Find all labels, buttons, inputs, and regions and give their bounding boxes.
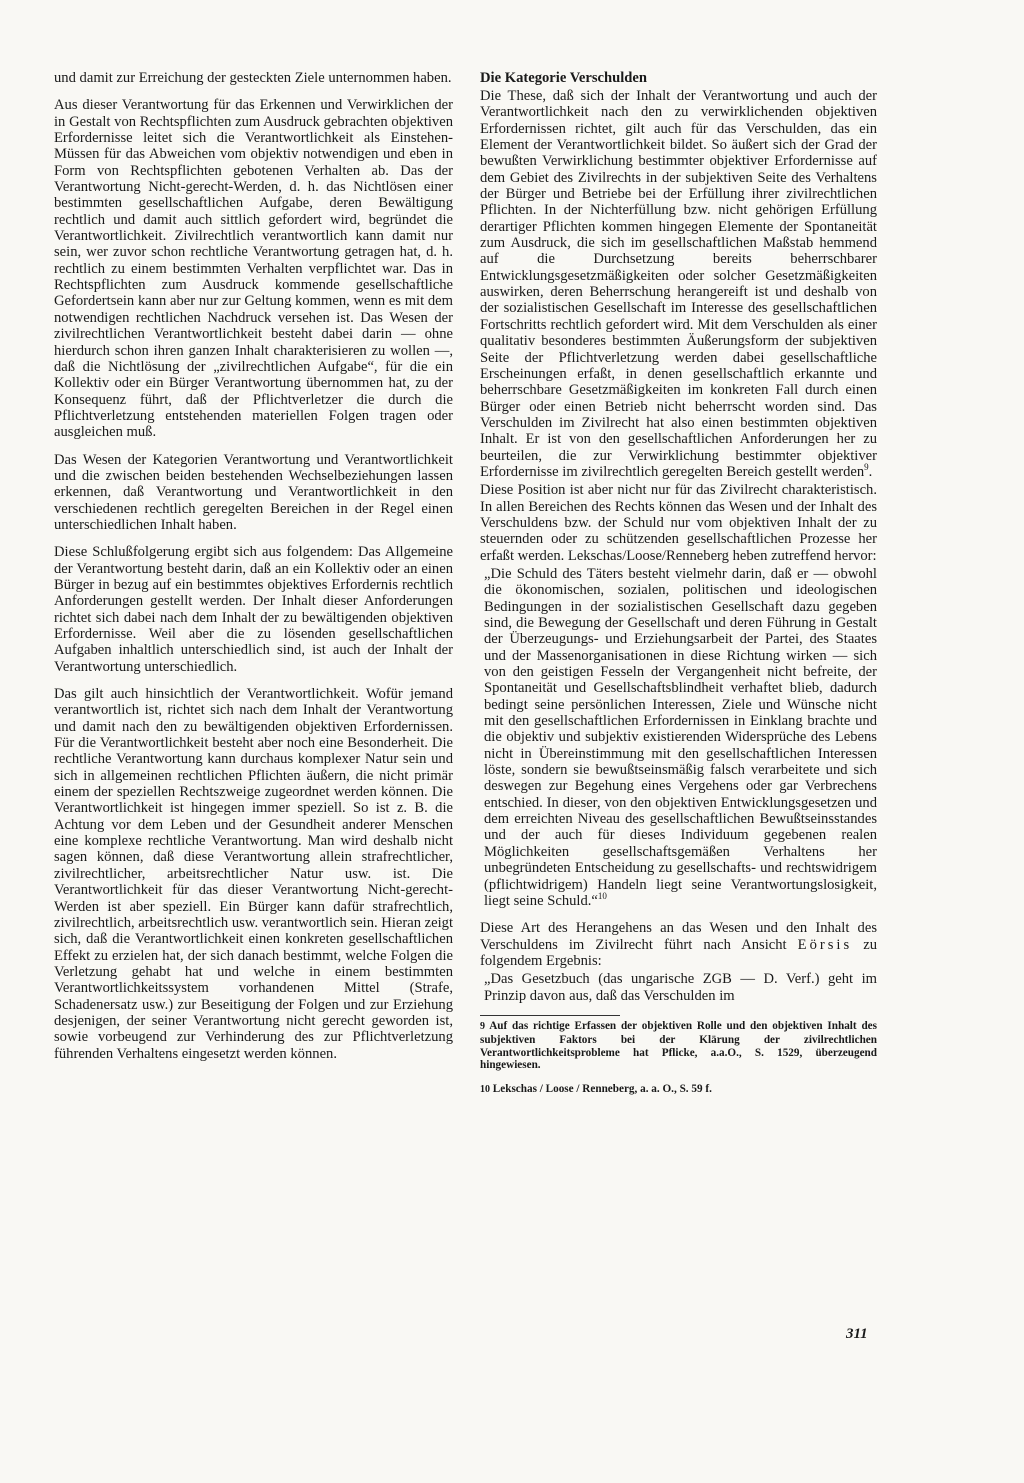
paragraph-text: zu folgendem Ergebnis:: [480, 936, 878, 969]
paragraph-text: Die These, daß sich der Inhalt der Verantwortung und auch der Verantwortlichkeit nach den zu verwirklichenden objektiven Erfordernissen richtet, gilt auch für das Verschulden, das ein Element der Verantwortlichkeit bildet. So äußert sich der Grad der bewußten Verwirklichung bestimmter objektiver Erfordernisse auf dem Gebiet des Zivilrechts in der subjektiven Seite des Verhaltens der Bürger und Betriebe bei der Erfüllung ihrer zivilrechtlichen Pflichten. In der Nichterfüllung bzw. nicht gehörigen Erfüllung derartiger Pflichten kommen hingegen Elemente der Spontaneität zum Ausdruck, die sich im gesellschaftlichen Maßstab hemmend auf die Durchsetzung bereits beherrschbarer Entwicklungsgesetzmäßigkeiten oder solcher Gesetzmäßigkeiten auswirken, deren Beherrschung herangereift ist und deshalb von der sozialistischen Gesellschaft im Interesse des gesellschaftlichen Fortschritts rechtlich gefordert wird. Mit dem Verschulden als einer qualitativ besonderes bestimmten Äußerungsform der subjektiven Seite der Pflichtverletzung werden dabei gesellschaftliche Erscheinungen erfaßt, in denen gesellschaftlich erkannte und beherrschbare Gesetzmäßigkeiten im konkreten Fall durch einen Bürger oder einen Betrieb nicht beherrscht worden sind. Das Verschulden im Zivilrecht hat also einen bestimmten objektiven Inhalt. Er ist von den gesellschaftlichen Anforderungen her zu beurteilen, die zur Verwirklichung bestimmter objektiver Erfordernisse im zivilrechtlich geregelten Bereich gestellt werden: [480, 88, 877, 480]
footnote-number: 9: [480, 1020, 485, 1032]
right-column: [480, 70, 877, 1108]
paragraph-text: Diese Art des Herangehens an das Wesen und den Inhalt des Verschuldens im Zivilrecht führt nach Ansicht: [480, 920, 877, 953]
paragraph: Diese Schlußfolgerung ergibt sich aus folgendem: Das Allgemeine der Verantwortung besteht darin, daß an ein Kollektiv oder an einen Bürger in bezug auf ein bestimmtes objektives Erfordernis rechtlich Anforderungen gestellt werden. Der Inhalt dieser Anforderungen richtet sich dabei nach dem Inhalt der zu bewältigenden objektiven Erfordernisse. Weil aber die zu lösenden gesellschaftlichen Aufgaben inhaltlich unterschiedlich sind, ist auch der Inhalt der Verantwortung unterschiedlich.: [54, 544, 453, 675]
block-quote: „Das Gesetzbuch (das ungarische ZGB — D. Verf.) geht im Prinzip davon aus, daß das Verschulden im: [484, 971, 877, 1004]
footnote-ref: 9: [864, 462, 869, 473]
section-heading: Die Kategorie Verschulden: [480, 70, 648, 86]
paragraph: und damit zur Erreichung der gesteckten Ziele unternommen haben.: [54, 70, 452, 86]
footnote: [480, 1020, 877, 1072]
footnote: [480, 1083, 877, 1097]
paragraph: [480, 920, 877, 969]
quote-text: „Die Schuld des Täters besteht vielmehr darin, daß er — obwohl die ökonomischen, sozialen, politischen und ideologischen Bedingungen in der sozialistischen Gesellschaft dazu gegeben sind, die Bewegung der Gesellschaft und deren Führung in Gestalt der Überzeugungs- und Erziehungsarbeit der Partei, des Staates und der Massenorganisationen in diese Richtung wirken — sich von den geistigen Fesseln der Vergangenheit nicht befreite, der Spontaneität und Gesellschaftsblindheit verhaftet blieb, dadurch bedingt seine persönlichen Interessen, Ziele und Wünsche nicht mit den gesellschaftlichen Erfordernissen in Einklang brachte und die objektiv und subjektiv existierenden Widersprüche des Lebens nicht in Übereinstimmung mit den gesellschaftlichen Interessen löste, sondern sie bewußtseinsmäßig falsch verarbeitete und sich deswegen zur Begehung eines Vergehens oder gar Verbrechens entschied. In dieser, von den objektiven Entwicklungsgesetzen und dem erreichten Niveau des gesellschaftlichen Bewußtseinsstandes und der auch für dieses Individuum gegebenen realen Möglichkeiten gesellschaftsgemäßen Verhaltens her unbegründeten Entscheidung zu gesellschafts- und rechtswidrigem (pflichtwidrigem) Handeln liegt seine Verantwortungslosigkeit, liegt seine Schuld.“: [484, 565, 877, 909]
footnote-text: Lekschas / Loose / Renneberg, a. a. O., S. 59 f.: [492, 1083, 712, 1096]
paragraph: Das gilt auch hinsichtlich der Verantwortlichkeit. Wofür jemand verantwortlich ist, richtet sich nach dem Inhalt der Verantwortung und damit nach den zu bewältigenden objektiven Erfordernissen. Für die Verantwortlichkeit besteht aber noch eine Besonderheit. Die rechtliche Verantwortung kann durchaus komplexer Natur sein und sich in allgemeinen rechtlichen Pflichten äußern, die nicht primär einem der speziellen Rechtszweige zugeordnet werden können. Die Verantwortlichkeit ist hingegen immer speziell. So ist z. B. die Achtung vor dem Leben und der Gesundheit anderer Menschen eine komplexe rechtliche Verantwortung. Man wird deshalb nicht sagen können, daß diese Verantwortung allein strafrechtlicher, zivilrechtlicher, arbeitsrechtlicher Natur usw. ist. Die Verantwortlichkeit für das dieser Verantwortung Nicht-gerecht-Werden ist aber speziell. Ein Bürger kann dafür strafrechtlich, zivilrechtlich, arbeitsrechtlich usw. verantwortlich sein. Hieran zeigt sich, daß die Verantwortlichkeit einen konkreten gesellschaftlichen Effekt zu erzielen hat, der sich danach bestimmt, welche Folgen die Verletzung gehabt hat und welche in einem bestimmten Verantwortlichkeitssystem vorhandenen Mittel (Strafe, Schadenersatz usw.) zur Beseitigung der Folgen und zur Erziehung desjenigen, der seiner Verantwortung nicht gerecht geworden ist, sowie vorbeugend zur Verhinderung des zur Pflichtverletzung führenden Verhaltens eingesetzt werden können.: [54, 686, 454, 1062]
page-number: 311: [846, 1326, 868, 1342]
author-name: Eörsis: [797, 936, 853, 953]
footnote-number: 10: [480, 1084, 490, 1096]
paragraph: Die These, daß sich der Inhalt der Verantwortung und auch der Verantwortlichkeit nach den zu verwirklichenden objektiven Erfordernissen richtet, gilt auch für das Verschulden, das ein Element der Verantwortlichkeit bildet. So äußert sich der Grad der bewußten Verwirklichung bestimmter objektiver Erfordernisse auf dem Gebiet des Zivilrechts in der subjektiven Seite des Verhaltens der Bürger und Betriebe bei der Erfüllung ihrer zivilrechtlichen Pflichten. In der Nichterfüllung bzw. nicht gehörigen Erfüllung derartiger Pflichten kommen hingegen Elemente der Spontaneität zum Ausdruck, die sich im gesellschaftlichen Maßstab hemmend auf die Durchsetzung bereits beherrschbarer Entwicklungsgesetzmäßigkeiten oder solcher Gesetzmäßigkeiten auswirken, deren Beherrschung herangereift ist und deshalb von der sozialistischen Gesellschaft im Interesse des gesellschaftlichen Fortschritts rechtlich gefordert wird. Mit dem Verschulden als einer qualitativ besonderes bestimmten Äußerungsform der subjektiven Seite der Pflichtverletzung werden dabei gesellschaftliche Erscheinungen erfaßt, in denen gesellschaftlich erkannte und beherrschbare Gesetzmäßigkeiten im konkreten Fall durch einen Bürger oder einen Betrieb nicht beherrscht worden sind. Das Verschulden im Zivilrecht hat also einen bestimmten objektiven Inhalt. Er ist von den gesellschaftlichen Anforderungen her zu beurteilen, die zur Verwirklichung bestimmter objektiver Erfordernisse im zivilrechtlich geregelten Bereich gestellt werden$^9$.: [480, 88, 877, 480]
footnote-text: Auf das richtige Erfassen der objektiven Rolle und den objektiven Inhalt des subjektiven Faktors bei der Klärung der zivilrechtlichen Verantwortlichkeitsprobleme hat Pflicke, a.a.O., S. 1529, überzeugend hingewiesen.: [480, 1019, 877, 1072]
left-column: [54, 70, 453, 1073]
paragraph: Aus dieser Verantwortung für das Erkennen und Verwirklichen der in Gestalt von Rechtspflichten zum Ausdruck gebrachten objektiven Erfordernisse leitet sich die Verantwortlichkeit als Einstehen-Müssen für das Abweichen vom objektiv notwendigen und eben in Form von Rechtspflichten gebotenen Verhalten ab. Das der Verantwortung Nicht-gerecht-Werden, d. h. das Nichtlösen einer bestimmten gesellschaftlichen Aufgabe, deren Bewältigung rechtlich und damit auch sittlich gefordert wird, begründet die Verantwortlichkeit. Zivilrechtlich verantwortlich kann damit nur sein, wer zuvor schon rechtliche Verantwortung getragen hat, d. h. rechtlich zu einem bestimmten Verhalten verpflichtet war. Das in Rechtspflichten zum Ausdruck kommende gesellschaftliche Gefordertsein kann aber nur zur Geltung kommen, wenn es mit dem notwendigen rechtlichen Nachdruck versehen ist. Das Wesen der zivilrechtlichen Verantwortlichkeit besteht dabei darin — ohne hierdurch schon ihren ganzen Inhalt charakterisieren zu wollen —, daß die Nichtlösung der „zivilrechtlichen Aufgabe“, für die ein Kollektiv oder ein Bürger Verantwortung übernommen hat, zu der Konsequenz führt, daß der Pflichtverletzer die durch die Pflichtverletzung entstehenden materiellen Folgen tragen oder ausgleichen muß.: [54, 97, 453, 441]
paragraph: Das Wesen der Kategorien Verantwortung und Verantwortlichkeit und die zwischen beiden bestehenden Wechselbeziehungen lassen erkennen, daß Verantwortung und Verantwortlichkeit in den verschiedenen rechtlich geregelten Bereichen in der Regel einen unterschiedlichen Inhalt haben.: [54, 451, 453, 533]
block-quote: [480, 566, 877, 909]
footnote-ref: 10: [597, 890, 607, 901]
paragraph: Diese Position ist aber nicht nur für das Zivilrecht charakteristisch. In allen Bereichen des Rechts können das Wesen und der Inhalt des Verschuldens bzw. der Schuld nur vom objektiven Inhalt der zu steuernden oder zu schützenden gesellschaftlichen Prozesse her erfaßt werden. Lekschas/Loose/Renneberg heben zutreffend hervor:: [480, 482, 877, 564]
